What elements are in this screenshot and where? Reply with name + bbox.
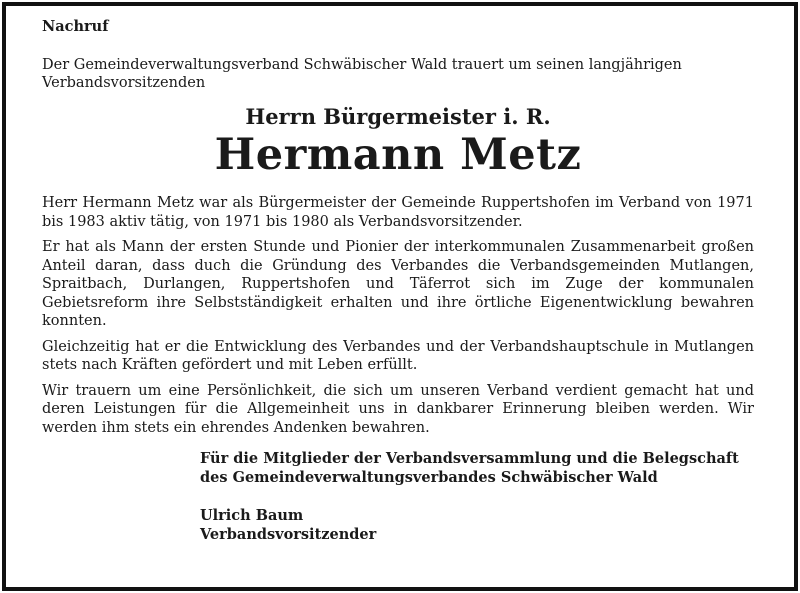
signature-role: Verbandsvorsitzender (200, 526, 377, 543)
signature-block (200, 449, 754, 544)
signature-organization: Für die Mitglieder der Verbandsversammlung und die Belegschaft des Gemeindeverwaltungsverbandes Schwäbischer Wald (200, 450, 739, 486)
paragraph-career: Herr Hermann Metz war als Bürgermeister der Gemeinde Ruppertshofen im Verband von 1971 bis 1983 aktiv tätig, von 1971 bis 1980 als Verbandsvorsitzender. (42, 195, 754, 230)
signature-name: Ulrich Baum (200, 507, 304, 524)
paragraph-development: Gleichzeitig hat er die Entwicklung des Verbandes und der Verbandshauptschule in Mutlangen stets nach Kräften gefördert und mit Leben erfüllt. (42, 338, 754, 373)
notice-label: Nachruf (42, 18, 109, 35)
obituary-notice (42, 18, 754, 544)
honorific-title: Herrn Bürgermeister i. R. (245, 104, 551, 129)
paragraph-pioneer: Er hat als Mann der ersten Stunde und Pionier der interkommunalen Zusammenarbeit großen Anteil daran, dass duch die Gründung des Verbandes die Verbandsgemeinden Mutlangen, Spraitbach, Durlangen, Ruppertshofen und Täferrot sich im Zuge der kommunalen Gebietsreform ihre Selbstständigkeit erhalten und ihre örtliche Eigenentwicklung bewahren konnten. (42, 239, 754, 329)
intro-text: Der Gemeindeverwaltungsverband Schwäbischer Wald trauert um seinen langjährigen Verbandsvorsitzenden (42, 57, 682, 91)
paragraph-mourning: Wir trauern um eine Persönlichkeit, die sich um unseren Verband verdient gemacht hat und deren Leistungen für die Allgemeinheit uns in dankbarer Erinnerung bleiben werden. Wir werden ihm stets ein ehrendes Andenken bewahren. (42, 382, 754, 436)
deceased-name: Hermann Metz (214, 130, 582, 180)
